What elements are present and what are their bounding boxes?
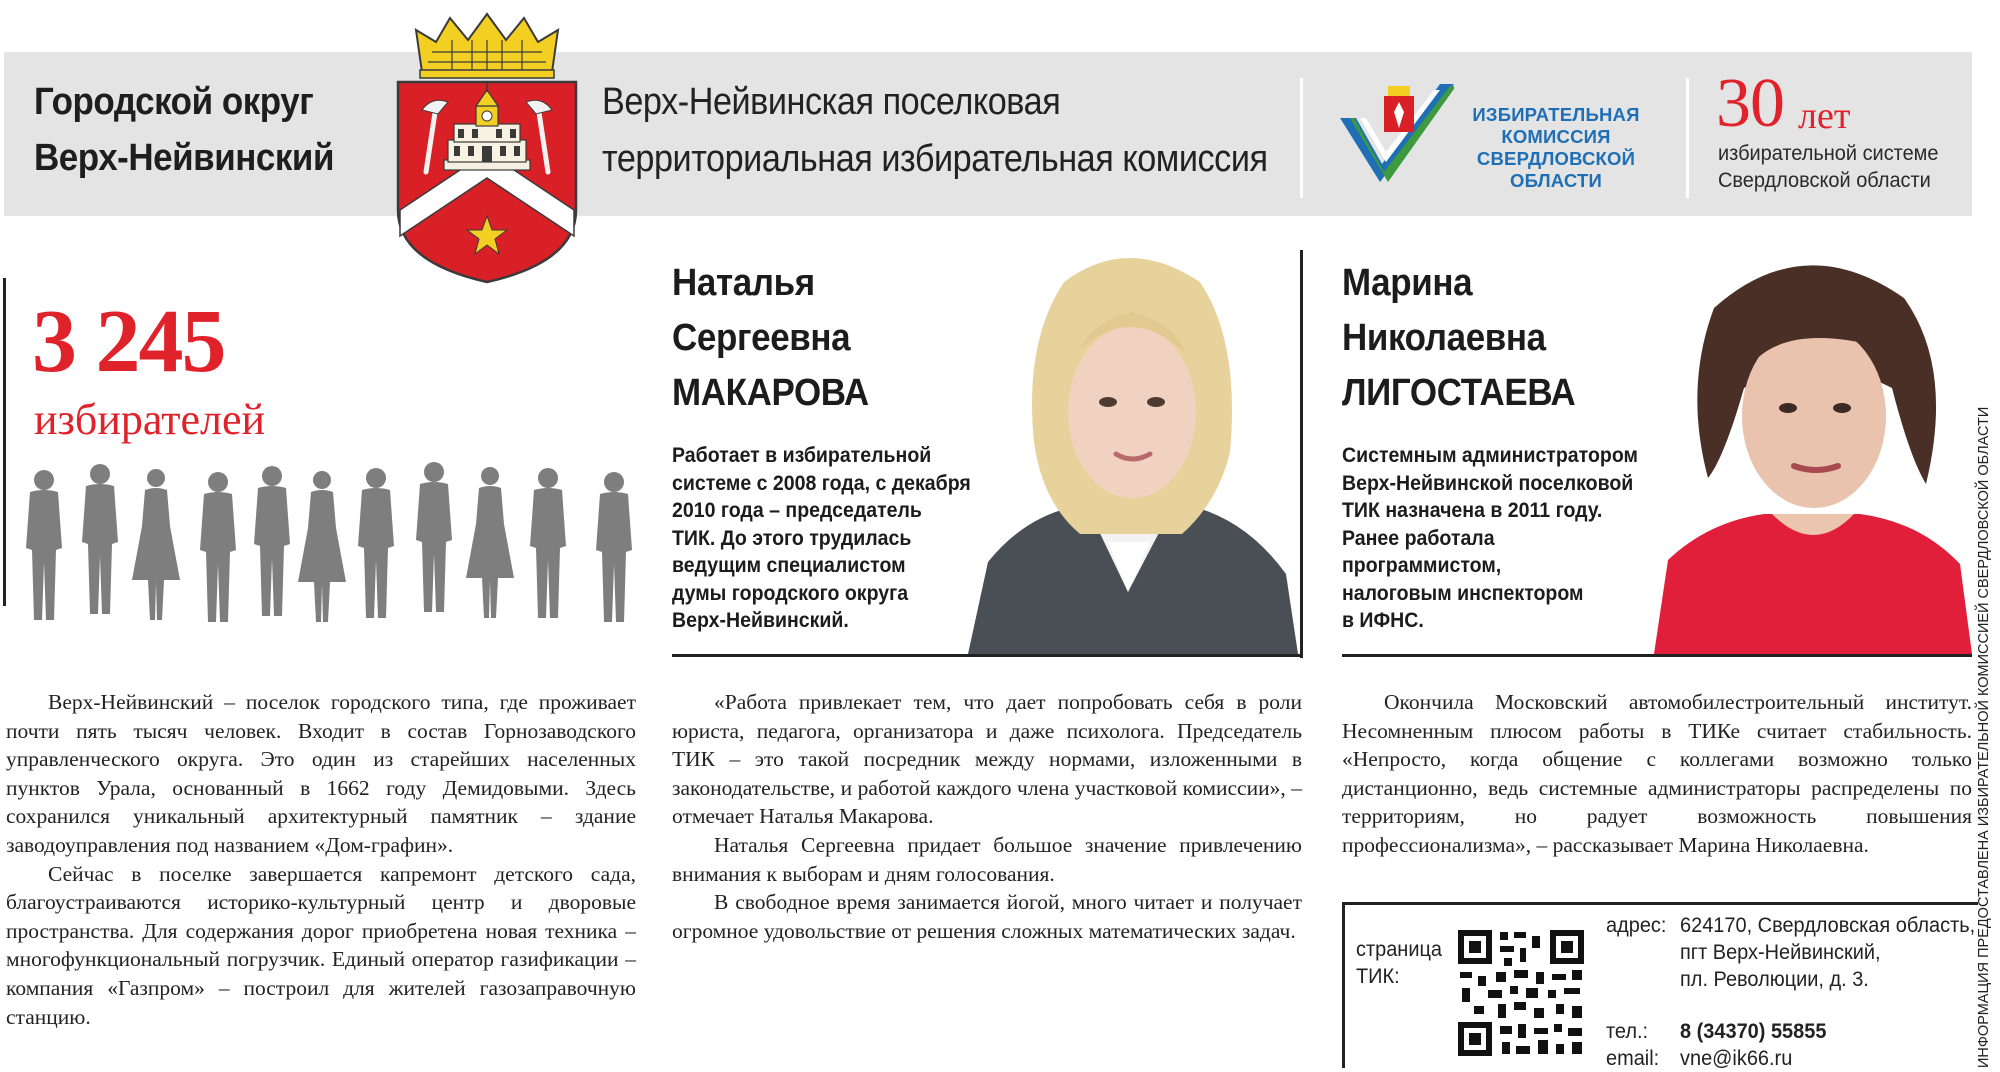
- tik-page-label-line-1: страница: [1356, 938, 1442, 961]
- coat-of-arms-icon: [392, 10, 582, 292]
- profile-first-name: Марина: [1342, 262, 1473, 304]
- profile-patronymic: Сергеевна: [672, 317, 851, 359]
- portrait-photo: [968, 242, 1298, 654]
- bio-line: программистом,: [1342, 554, 1502, 577]
- ik-name-line-1: ИЗБИРАТЕЛЬНАЯ: [1472, 104, 1640, 125]
- article-right: [1342, 688, 1972, 860]
- profile-name: [672, 256, 869, 421]
- address-line-2: пгт Верх-Нейвинский,: [1680, 941, 1881, 964]
- article-left: [6, 688, 636, 1031]
- bio-line: системе с 2008 года, с декабря: [672, 471, 971, 495]
- commission-line-1: Верх-Нейвинская поселковая: [602, 81, 1061, 123]
- column-rule: [1300, 250, 1303, 658]
- anniversary-caption-line-1: избирательной системе: [1718, 142, 1939, 165]
- portrait-photo: [1654, 238, 1972, 654]
- address-line-1: 624170, Свердловская область,: [1680, 914, 1976, 937]
- anniversary-number: 30: [1716, 65, 1784, 142]
- address-line-3: пл. Революции, д. 3.: [1680, 968, 1869, 991]
- article-paragraph: Верх-Нейвинский – поселок городского типа, где проживает почти пять тысяч человек. Входит в состав Горнозаводского управленческого округа. Это один из старейших населенных пунктов Урала, основанный в 1662 году Демидовыми. Здесь сохранился уникальный архитектурный памятник – здание заводоуправления под названием «Дом-графин».: [6, 690, 636, 857]
- tik-page-label: [1356, 936, 1442, 990]
- section-rule: [672, 654, 1302, 657]
- profile-name: [1342, 256, 1575, 421]
- article-paragraph: Наталья Сергеевна придает большое значение привлечению внимания к выборам и дням голосования.: [672, 832, 1302, 886]
- article-middle: [672, 688, 1302, 945]
- ik-name-line-3: СВЕРДЛОВСКОЙ: [1476, 148, 1636, 169]
- bio-line: ведущим специалистом: [672, 554, 906, 577]
- article-paragraph: Сейчас в поселке завершается капремонт детского сада, благоустраиваются историко-культурный центр и дворовые пространства. Для содержания дорог приобретена новая техника – многофункциональный погрузчик. Единый оператор газификации – компания «Газпром» – построил для жителей газозаправочную станцию.: [6, 861, 636, 1029]
- voters-label: избирателей: [34, 395, 266, 444]
- bio-line: ТИК назначена в 2011 году.: [1342, 499, 1603, 522]
- profile-bio: [1342, 442, 1638, 635]
- phone-label: тел.:: [1606, 1020, 1649, 1043]
- phone-number[interactable]: 8 (34370) 55855: [1680, 1020, 1827, 1043]
- bio-line: Верх-Нейвинской поселковой: [1342, 471, 1634, 495]
- anniversary-caption-line-2: Свердловской области: [1718, 169, 1931, 192]
- bio-line: Системным администратором: [1342, 444, 1638, 467]
- anniversary-word: лет: [1798, 95, 1851, 137]
- district-line-1: Городской округ: [34, 81, 314, 123]
- bio-line: в ИФНС.: [1342, 609, 1424, 632]
- bio-line: думы городского округа: [672, 581, 909, 605]
- profile-surname: ЛИГОСТАЕВА: [1342, 372, 1576, 414]
- address: [1680, 912, 1975, 993]
- district-title: [34, 74, 334, 186]
- bio-line: 2010 года – председатель: [672, 499, 922, 522]
- side-note: ИНФОРМАЦИЯ ПРЕДОСТАВЛЕНА ИЗБИРАТЕЛЬНОЙ КОМИССИЕЙ СВЕРДЛОВСКОЙ ОБЛАСТИ: [1976, 406, 1992, 1068]
- address-label: адрес:: [1606, 914, 1667, 937]
- header-divider: [1300, 78, 1303, 198]
- commission-line-2: территориальная избирательная комиссия: [602, 138, 1268, 180]
- district-line-2: Верх-Нейвинский: [34, 137, 334, 179]
- column-rule: [3, 278, 6, 606]
- article-paragraph: «Работа привлекает тем, что дает попробовать себя в роли юриста, педагога, организатора и даже психолога. Председатель ТИК – это такой посредник между нормами, изложенными в законодательстве, и работой каждого члена участковой комиссии», – отмечает Наталья Макарова.: [672, 690, 1302, 829]
- bio-line: налоговым инспектором: [1342, 581, 1584, 605]
- profile-first-name: Наталья: [672, 262, 815, 304]
- bio-line: Ранее работала: [1342, 526, 1495, 550]
- voters-count: 3 245: [32, 292, 225, 391]
- people-silhouettes-icon: [24, 462, 636, 622]
- article-paragraph: Окончила Московский автомобилестроительный институт. Несомненным плюсом работы в ТИКе считает стабильность. «Непросто, когда общение с коллегами возможно только дистанционно, ведь системные администраторы распределены по территориям, но радует возможность повышения профессионализма», – рассказывает Марина Николаевна.: [1342, 690, 1972, 857]
- tik-page-label-line-2: ТИК:: [1356, 965, 1400, 988]
- commission-title: [602, 74, 1268, 188]
- profile-bio: [672, 442, 971, 635]
- email-label: email:: [1606, 1047, 1660, 1070]
- election-commission-logo-icon: [1336, 78, 1454, 190]
- bio-line: Работает в избирательной: [672, 444, 932, 467]
- article-paragraph: В свободное время занимается йогой, много читает и получает огромное удовольствие от решения сложных математических задач.: [672, 890, 1302, 943]
- bio-line: ТИК. До этого трудилась: [672, 526, 912, 550]
- anniversary-caption: [1718, 140, 1938, 194]
- qr-code-icon[interactable]: [1456, 928, 1586, 1058]
- profile-patronymic: Николаевна: [1342, 317, 1546, 359]
- profile-surname: МАКАРОВА: [672, 372, 869, 414]
- section-rule: [1342, 654, 1972, 657]
- bio-line: Верх-Нейвинский.: [672, 609, 849, 632]
- header-divider: [1686, 78, 1689, 198]
- ik-name-line-4: ОБЛАСТИ: [1509, 170, 1602, 191]
- ik-name-line-2: КОМИССИЯ: [1501, 126, 1611, 147]
- email-link[interactable]: vne@ik66.ru: [1680, 1047, 1793, 1070]
- election-commission-name: [1458, 104, 1654, 192]
